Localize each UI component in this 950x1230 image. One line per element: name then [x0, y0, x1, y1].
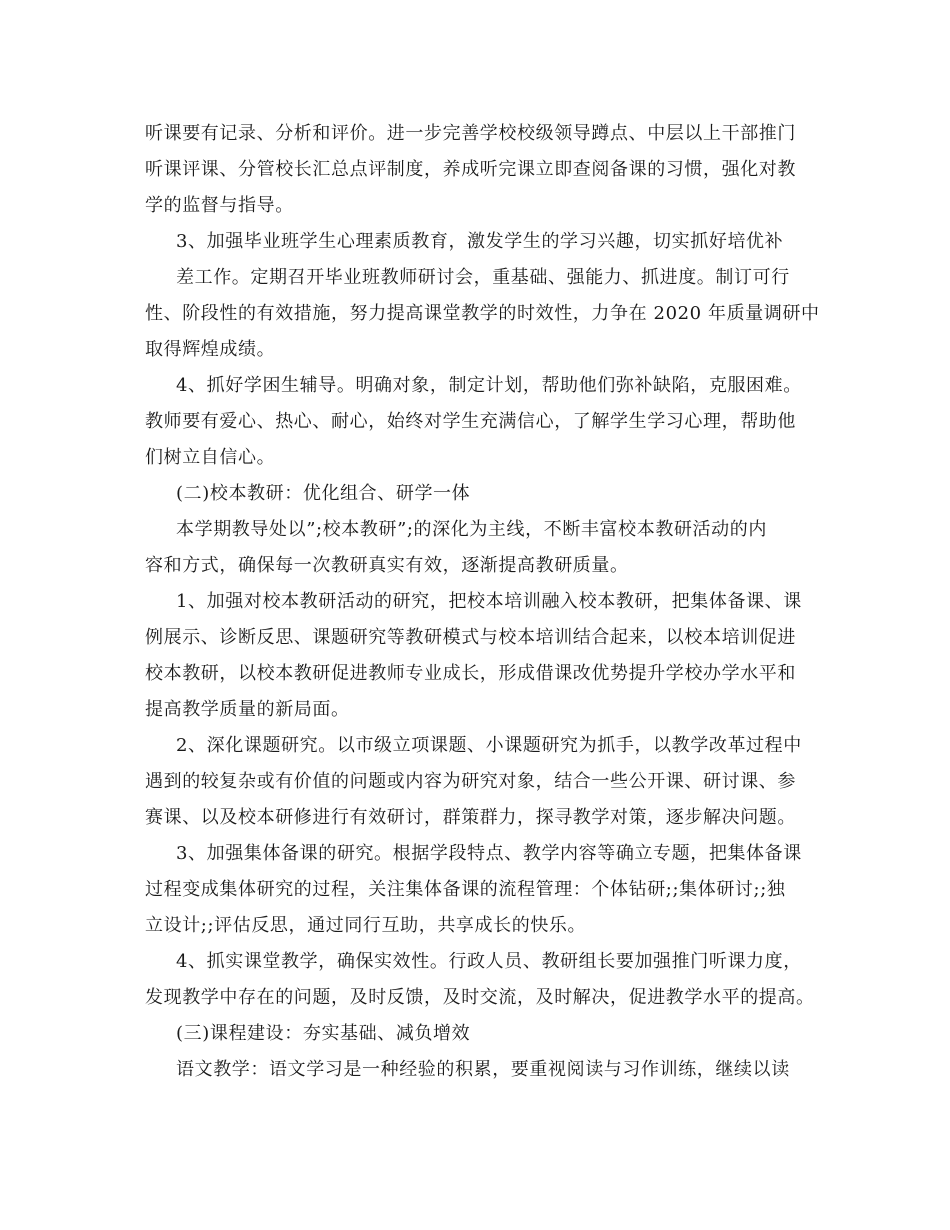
text-line: 性、阶段性的有效措施，努力提高课堂教学的时效性，力争在 2020 年质量调研中: [145, 303, 820, 324]
text-line: 发现教学中存在的问题，及时反馈，及时交流，及时解决，促进教学水平的提高。: [145, 987, 815, 1008]
paragraph-start-line: 本学期教导处以”;校本教研”;的深化为主线，不断丰富校本教研活动的内: [176, 519, 767, 540]
text-line: 们树立自信心。: [145, 447, 276, 468]
paragraph-start-line: 2、深化课题研究。以市级立项课题、小课题研究为抓手，以教学改革过程中: [176, 735, 802, 756]
document-body: [145, 116, 820, 1088]
text-line: 差工作。定期召开毕业班教师研讨会，重基础、强能力、抓进度。制订可行: [176, 267, 790, 288]
text-line: 例展示、诊断反思、课题研究等教研模式与校本培训结合起来，以校本培训促进: [145, 627, 796, 648]
text-line: 赛课、以及校本研修进行有效研讨，群策群力，探寻教学对策，逐步解决问题。: [145, 807, 796, 828]
text-line: 遇到的较复杂或有价值的问题或内容为研究对象，结合一些公开课、研讨课、参: [145, 771, 796, 792]
text-line: 立设计;;评估反思，通过同行互助，共享成长的快乐。: [145, 915, 587, 936]
section-heading: (三)课程建设：夯实基础、减负增效: [176, 1023, 471, 1044]
paragraph-start-line: 语文教学：语文学习是一种经验的积累，要重视阅读与习作训练，继续以读: [176, 1059, 790, 1080]
text-line: 校本教研，以校本教研促进教师专业成长，形成借课改优势提升学校办学水平和: [145, 663, 796, 684]
section-heading: (二)校本教研：优化组合、研学一体: [176, 483, 471, 504]
text-line: 听课评课、分管校长汇总点评制度，养成听完课立即查阅备课的习惯，强化对教: [145, 159, 796, 180]
paragraph-start-line: 3、加强毕业班学生心理素质教育，激发学生的学习兴趣，切实抓好培优补: [176, 231, 784, 252]
text-line: 学的监督与指导。: [145, 195, 294, 216]
text-line: 取得辉煌成绩。: [145, 339, 276, 360]
text-line: 过程变成集体研究的过程，关注集体备课的流程管理：个体钻研;;集体研讨;;独: [145, 879, 786, 900]
paragraph-start-line: 4、抓好学困生辅导。明确对象，制定计划，帮助他们弥补缺陷，克服困难。: [176, 375, 802, 396]
text-line: 容和方式，确保每一次教研真实有效，逐渐提高教研质量。: [145, 555, 629, 576]
text-line: 提高教学质量的新局面。: [145, 699, 350, 720]
paragraph-start-line: 4、抓实课堂教学，确保实效性。行政人员、教研组长要加强推门听课力度，: [176, 951, 802, 972]
paragraph-start-line: 1、加强对校本教研活动的研究，把校本培训融入校本教研，把集体备课、课: [176, 591, 802, 612]
paragraph-start-line: 3、加强集体备课的研究。根据学段特点、教学内容等确立专题，把集体备课: [176, 843, 802, 864]
text-line: 教师要有爱心、热心、耐心，始终对学生充满信心，了解学生学习心理，帮助他: [145, 411, 796, 432]
text-line: 听课要有记录、分析和评价。进一步完善学校校级领导蹲点、中层以上干部推门: [145, 123, 796, 144]
